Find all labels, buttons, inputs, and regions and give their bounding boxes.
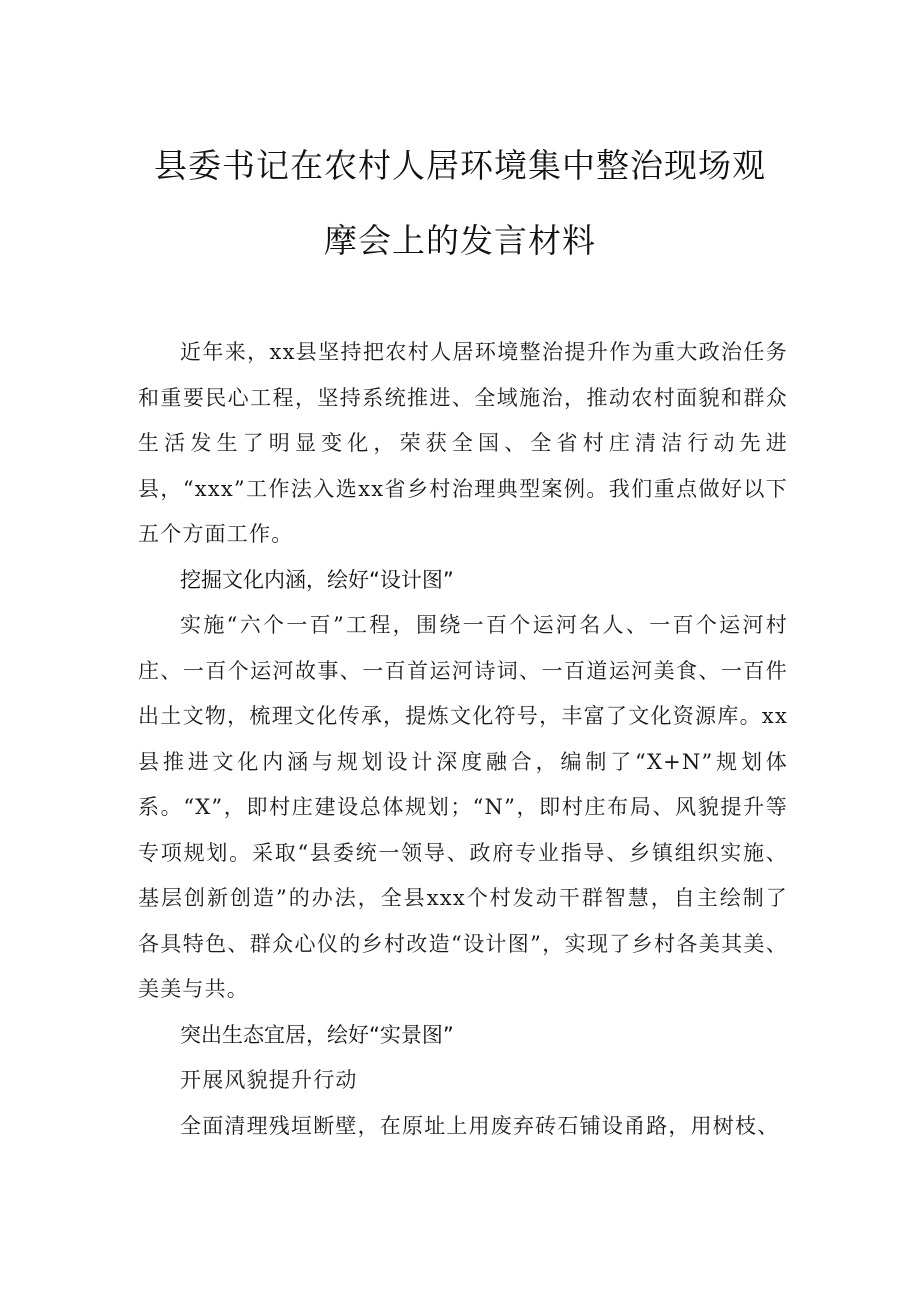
document-body — [138, 330, 788, 1149]
section-heading-ecology: 突出生态宜居，绘好“实景图” — [180, 1022, 454, 1047]
intro-paragraph: 近年来，xx县坚持把农村人居环境整治提升作为重大政治任务和重要民心工程，坚持系统推进、全域施治，推动农村面貌和群众生活发生了明显变化，荣获全国、全省村庄清洁行动先进县，“xxx”工作法入选xx省乡村治理典型案例。我们重点做好以下五个方面工作。 — [138, 340, 788, 546]
culture-paragraph: 实施“六个一百”工程，围绕一百个运河名人、一百个运河村庄、一百个运河故事、一百首运河诗词、一百道运河美食、一百件出土文物，梳理文化传承，提炼文化符号，丰富了文化资源库。xx县推进文化内涵与规划设计深度融合，编制了“X+N”规划体系。“X”，即村庄建设总体规划；“N”，即村庄布局、风貌提升等专项规划。采取“县委统一领导、政府专业指导、乡镇组织实施、基层创新创造”的办法，全县xxx个村发动干群智慧，自主绘制了各具特色、群众心仪的乡村改造“设计图”，实现了乡村各美其美、美美与共。 — [138, 613, 788, 1001]
document-title-line-2: 摩会上的发言材料 — [324, 221, 596, 260]
section-heading-culture: 挖掘文化内涵，绘好“设计图” — [180, 567, 454, 592]
cleanup-paragraph: 全面清理残垣断壁，在原址上用废弃砖石铺设甬路，用树枝、 — [180, 1113, 780, 1138]
subheading-style-upgrade: 开展风貌提升行动 — [180, 1068, 358, 1092]
document-title-line-1: 县委书记在农村人居环境集中整治现场观 — [154, 146, 766, 185]
